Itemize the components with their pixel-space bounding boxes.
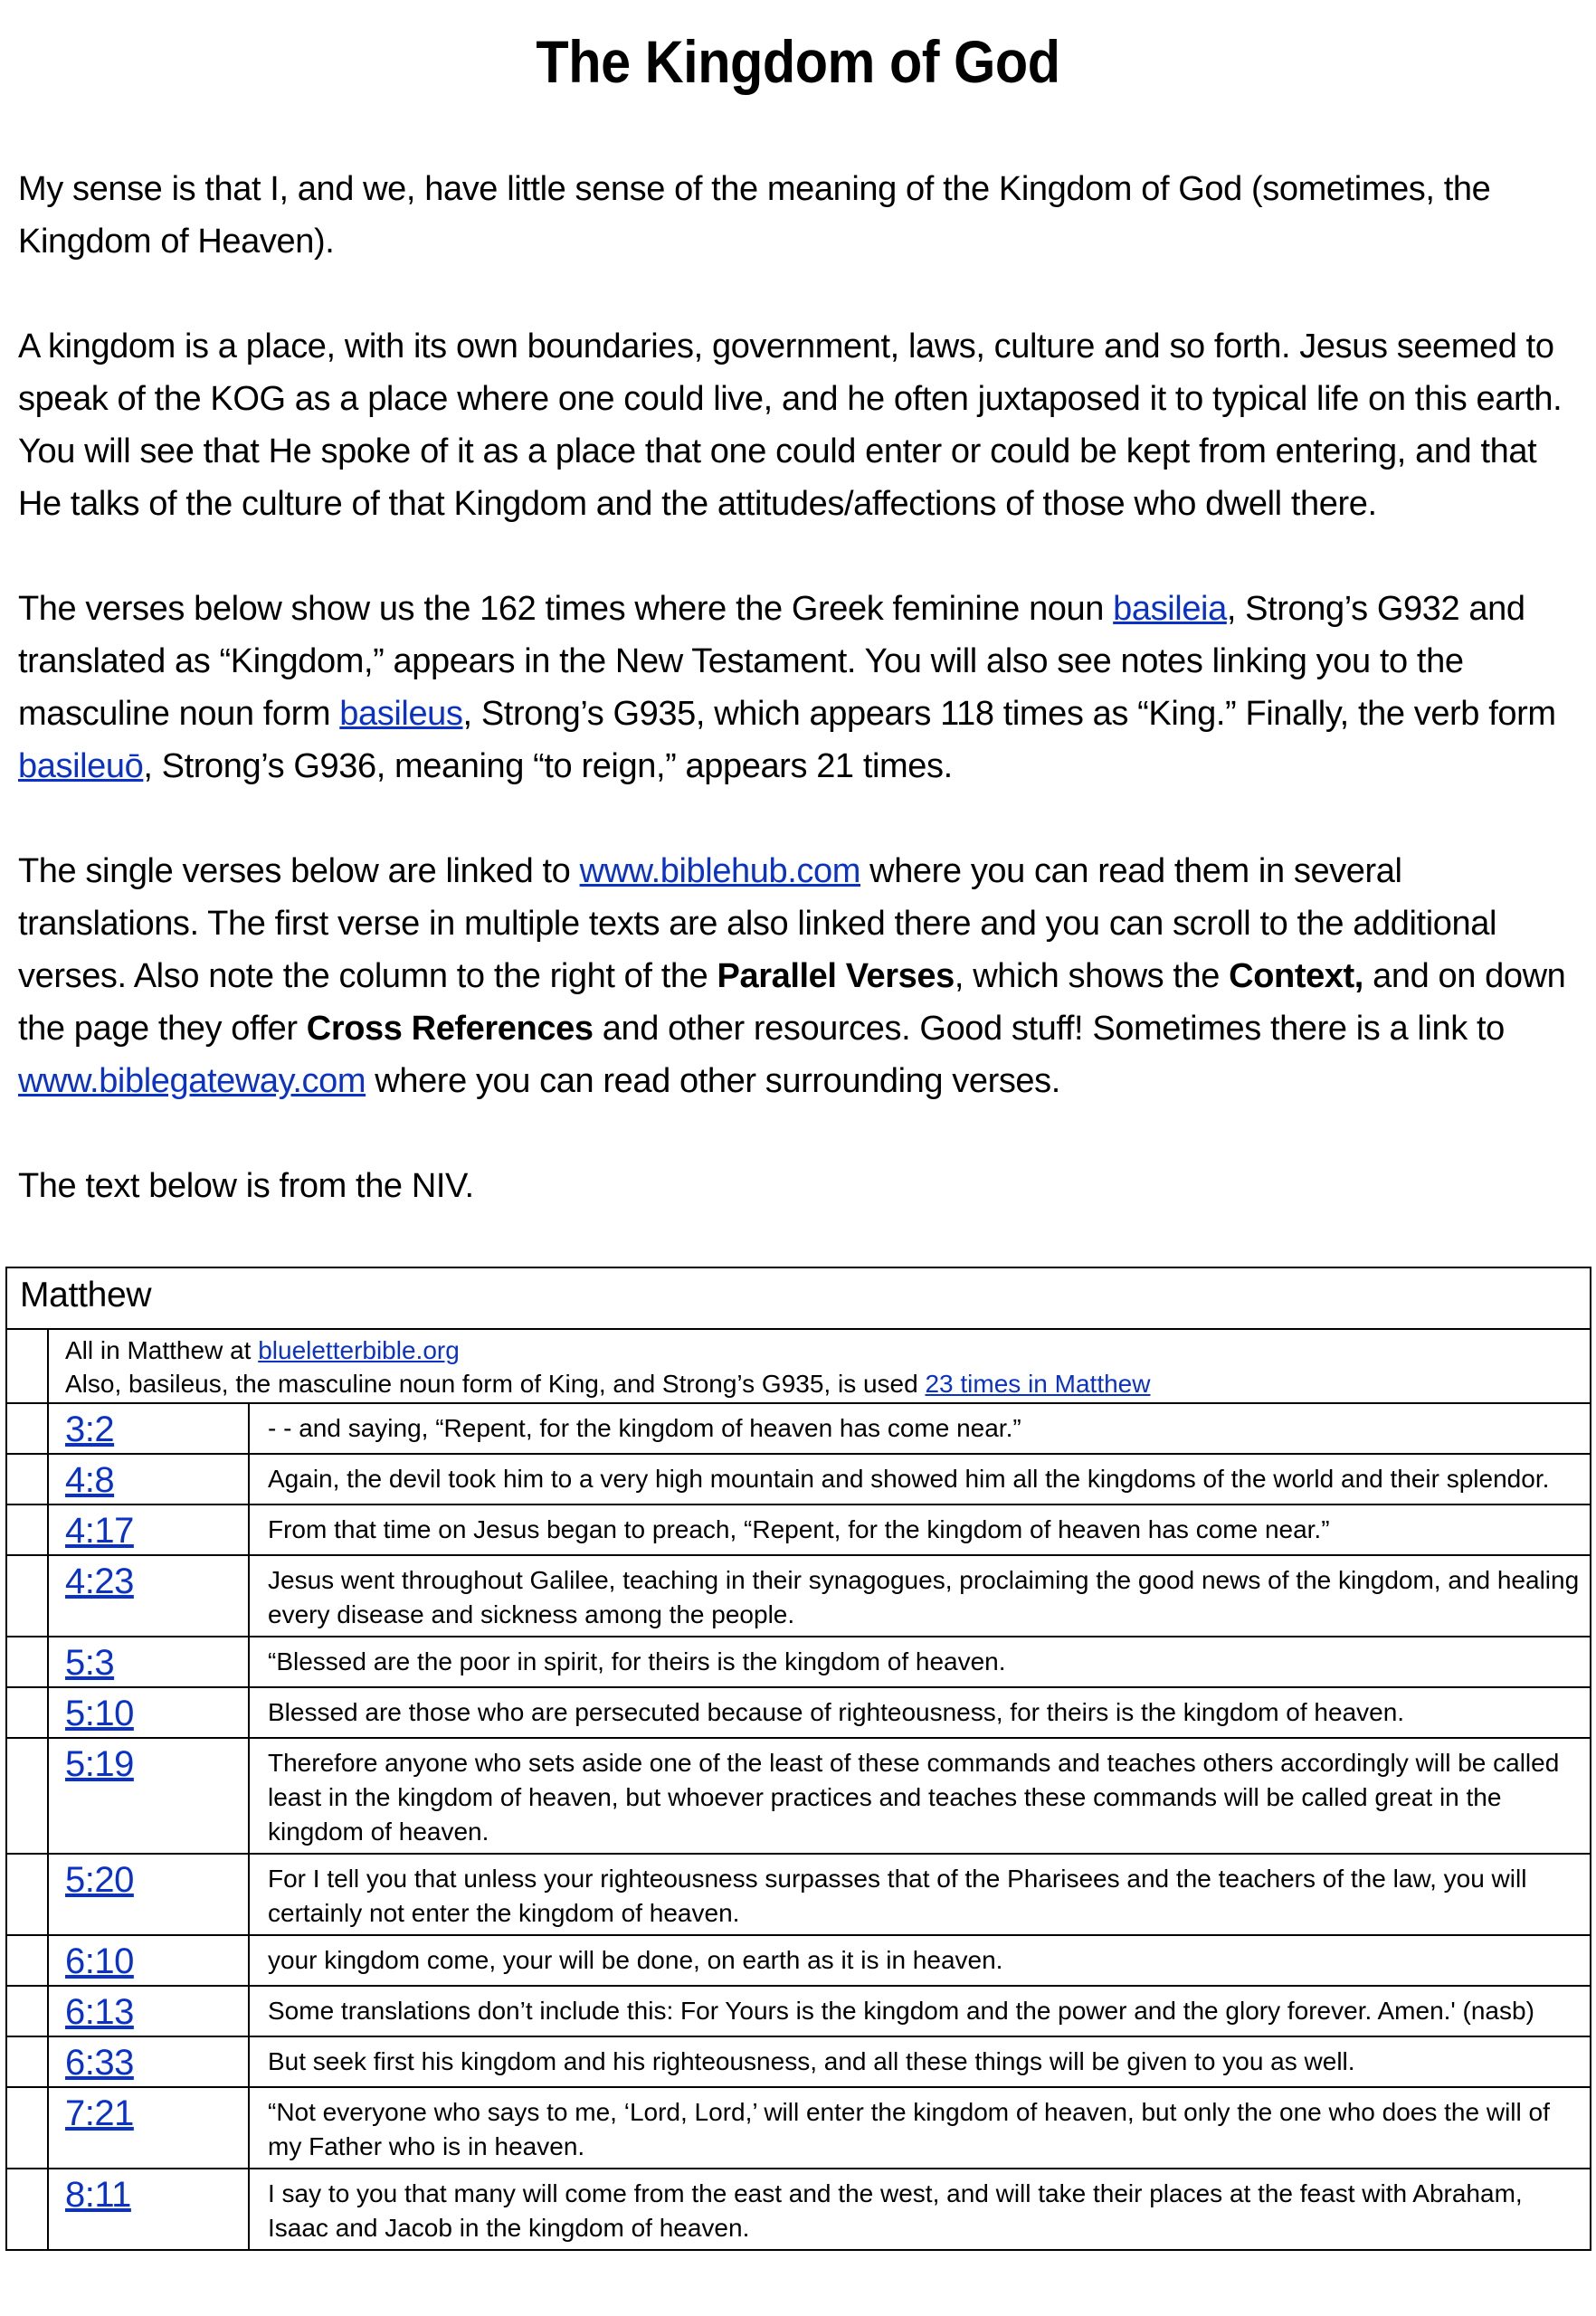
indent-cell bbox=[6, 2169, 48, 2250]
book-notes-line-2 bbox=[65, 1367, 1590, 1400]
intro-p4-text-3: , which shows the bbox=[954, 957, 1230, 995]
indent-cell bbox=[6, 1504, 48, 1555]
verse-ref-cell bbox=[48, 2087, 249, 2169]
indent-cell bbox=[6, 1935, 48, 1986]
verse-text: I say to you that many will come from the east and the west, and will take their places at the feast with Abraham, Isaac and Jacob in the kingdom of heaven. bbox=[249, 2169, 1591, 2250]
book-notes bbox=[48, 1329, 1591, 1403]
intro-p4-text-6: where you can read other surrounding verses. bbox=[366, 1062, 1060, 1100]
table-row bbox=[6, 1454, 1591, 1504]
intro-paragraph-4 bbox=[18, 845, 1583, 1107]
intro-p3-text-4: , Strong’s G936, meaning “to reign,” appears 21 times. bbox=[143, 747, 953, 785]
verse-ref-link[interactable]: 4:23 bbox=[65, 1561, 134, 1601]
basileia-link[interactable]: basileia bbox=[1113, 590, 1227, 628]
verse-ref-link[interactable]: 5:10 bbox=[65, 1694, 134, 1733]
table-row bbox=[6, 1403, 1591, 1454]
matthew-basileus-link[interactable]: 23 times in Matthew bbox=[925, 1370, 1151, 1398]
verse-ref-cell bbox=[48, 1854, 249, 1935]
intro-p4-text-1: The single verses below are linked to bbox=[18, 852, 580, 890]
verse-ref-cell bbox=[48, 2036, 249, 2087]
table-row bbox=[6, 2169, 1591, 2250]
verse-text: For I tell you that unless your righteousness surpasses that of the Pharisees and the teachers of the law, you will certainly not enter the kingdom of heaven. bbox=[249, 1854, 1591, 1935]
book-name: Matthew bbox=[6, 1267, 1591, 1329]
verse-text: Therefore anyone who sets aside one of the least of these commands and teaches others accordingly will be called least in the kingdom of heaven, but whoever practices and teaches these commands will be called great in the kingdom of heaven. bbox=[249, 1738, 1591, 1854]
verse-text: - - and saying, “Repent, for the kingdom of heaven has come near.” bbox=[249, 1403, 1591, 1454]
intro-p3-text-2: , Strong’s G932 and translated as “Kingdom,” appears in the New Testament. You will also see notes linking you to the masculine noun form bbox=[18, 590, 1525, 733]
indent-cell bbox=[6, 1555, 48, 1637]
intro-paragraph-1: My sense is that I, and we, have little sense of the meaning of the Kingdom of God (sometimes, the Kingdom of Heaven). bbox=[18, 170, 1491, 261]
book-header-row bbox=[6, 1267, 1591, 1329]
verse-ref-link[interactable]: 6:10 bbox=[65, 1941, 134, 1981]
basileuo-link[interactable]: basileuō bbox=[18, 747, 144, 785]
verse-text: “Blessed are the poor in spirit, for theirs is the kingdom of heaven. bbox=[249, 1637, 1591, 1687]
blueletterbible-link[interactable]: blueletterbible.org bbox=[258, 1336, 460, 1364]
intro-p4-text-4: and on down the page they offer bbox=[18, 957, 1566, 1048]
biblehub-link[interactable]: www.biblehub.com bbox=[579, 852, 860, 890]
indent-cell bbox=[6, 2087, 48, 2169]
intro-p4-text-2: where you can read them in several translations. The first verse in multiple texts are also linked there and you can scroll to the additional verses. Also note the column to the right of the bbox=[18, 852, 1496, 995]
verse-text: Again, the devil took him to a very high mountain and showed him all the kingdoms of the world and their splendor. bbox=[249, 1454, 1591, 1504]
verse-text: your kingdom come, your will be done, on earth as it is in heaven. bbox=[249, 1935, 1591, 1986]
basileus-link[interactable]: basileus bbox=[339, 695, 463, 733]
verses-table bbox=[5, 1267, 1591, 2251]
verse-ref-link[interactable]: 6:13 bbox=[65, 1992, 134, 2032]
verse-ref-cell bbox=[48, 1986, 249, 2036]
intro-p3-text-1: The verses below show us the 162 times where the Greek feminine noun bbox=[18, 590, 1114, 628]
table-row bbox=[6, 2036, 1591, 2087]
table-row bbox=[6, 1986, 1591, 2036]
table-row bbox=[6, 1854, 1591, 1935]
indent-cell bbox=[6, 1454, 48, 1504]
book-notes-text-1: All in Matthew at bbox=[65, 1336, 259, 1364]
table-row bbox=[6, 1738, 1591, 1854]
verse-ref-link[interactable]: 4:8 bbox=[65, 1460, 115, 1500]
indent-cell bbox=[6, 1403, 48, 1454]
verse-text: Some translations don’t include this: For Yours is the kingdom and the power and the glory forever. Amen.' (nasb) bbox=[249, 1986, 1591, 2036]
indent-cell bbox=[6, 1738, 48, 1854]
indent-cell bbox=[6, 1854, 48, 1935]
book-notes-text-2: Also, basileus, the masculine noun form of King, and Strong’s G935, is used bbox=[65, 1370, 926, 1398]
biblegateway-link[interactable]: www.biblegateway.com bbox=[18, 1062, 366, 1100]
book-notes-line-1 bbox=[65, 1334, 1590, 1367]
page-title: The Kingdom of God bbox=[536, 28, 1060, 95]
intro-section bbox=[18, 163, 1583, 1265]
verse-text: Blessed are those who are persecuted because of righteousness, for theirs is the kingdom of heaven. bbox=[249, 1687, 1591, 1738]
table-row bbox=[6, 1504, 1591, 1555]
verse-ref-cell bbox=[48, 1555, 249, 1637]
book-notes-row bbox=[6, 1329, 1591, 1403]
table-row bbox=[6, 1637, 1591, 1687]
context-bold: Context, bbox=[1229, 957, 1363, 995]
intro-paragraph-2: A kingdom is a place, with its own boundaries, government, laws, culture and so forth. Jesus seemed to speak of the KOG as a place where one could live, and he often juxtaposed it to typical life on this earth. You will see that He spoke of it as a place that one could enter or could be kept from entering, and that He talks of the culture of that Kingdom and the attitudes/affections of those who dwell there. bbox=[18, 327, 1563, 523]
indent-cell bbox=[6, 1986, 48, 2036]
verse-ref-link[interactable]: 6:33 bbox=[65, 2043, 134, 2083]
indent-cell bbox=[6, 1687, 48, 1738]
verse-ref-cell bbox=[48, 1687, 249, 1738]
verse-text: Jesus went throughout Galilee, teaching in their synagogues, proclaiming the good news of the kingdom, and healing every disease and sickness among the people. bbox=[249, 1555, 1591, 1637]
verse-ref-link[interactable]: 4:17 bbox=[65, 1511, 134, 1551]
indent-cell bbox=[6, 1637, 48, 1687]
table-row bbox=[6, 1935, 1591, 1986]
intro-paragraph-5: The text below is from the NIV. bbox=[18, 1167, 474, 1205]
intro-p4-text-5: and other resources. Good stuff! Sometimes there is a link to bbox=[593, 1010, 1505, 1048]
verse-ref-link[interactable]: 3:2 bbox=[65, 1410, 115, 1449]
verse-ref-link[interactable]: 5:3 bbox=[65, 1643, 115, 1683]
table-row bbox=[6, 2087, 1591, 2169]
verse-ref-cell bbox=[48, 1403, 249, 1454]
verse-ref-cell bbox=[48, 1738, 249, 1854]
intro-p3-text-3: , Strong’s G935, which appears 118 times as “King.” Finally, the verb form bbox=[462, 695, 1556, 733]
verse-ref-cell bbox=[48, 1935, 249, 1986]
table-row bbox=[6, 1555, 1591, 1637]
verse-ref-cell bbox=[48, 2169, 249, 2250]
parallel-verses-bold: Parallel Verses bbox=[717, 957, 955, 995]
verse-text: “Not everyone who says to me, ‘Lord, Lord,’ will enter the kingdom of heaven, but only the one who does the will of my Father who is in heaven. bbox=[249, 2087, 1591, 2169]
verse-ref-link[interactable]: 5:19 bbox=[65, 1744, 134, 1784]
verse-ref-cell bbox=[48, 1637, 249, 1687]
verse-ref-link[interactable]: 5:20 bbox=[65, 1860, 134, 1900]
indent-cell bbox=[6, 2036, 48, 2087]
verse-ref-link[interactable]: 8:11 bbox=[65, 2175, 131, 2215]
verse-text: From that time on Jesus began to preach, “Repent, for the kingdom of heaven has come near.” bbox=[249, 1504, 1591, 1555]
verse-ref-cell bbox=[48, 1454, 249, 1504]
verse-ref-link[interactable]: 7:21 bbox=[65, 2093, 134, 2133]
cross-references-bold: Cross References bbox=[306, 1010, 594, 1048]
indent-cell bbox=[6, 1329, 48, 1403]
verse-text: But seek first his kingdom and his righteousness, and all these things will be given to you as well. bbox=[249, 2036, 1591, 2087]
verse-ref-cell bbox=[48, 1504, 249, 1555]
table-row bbox=[6, 1687, 1591, 1738]
intro-paragraph-3 bbox=[18, 583, 1583, 793]
